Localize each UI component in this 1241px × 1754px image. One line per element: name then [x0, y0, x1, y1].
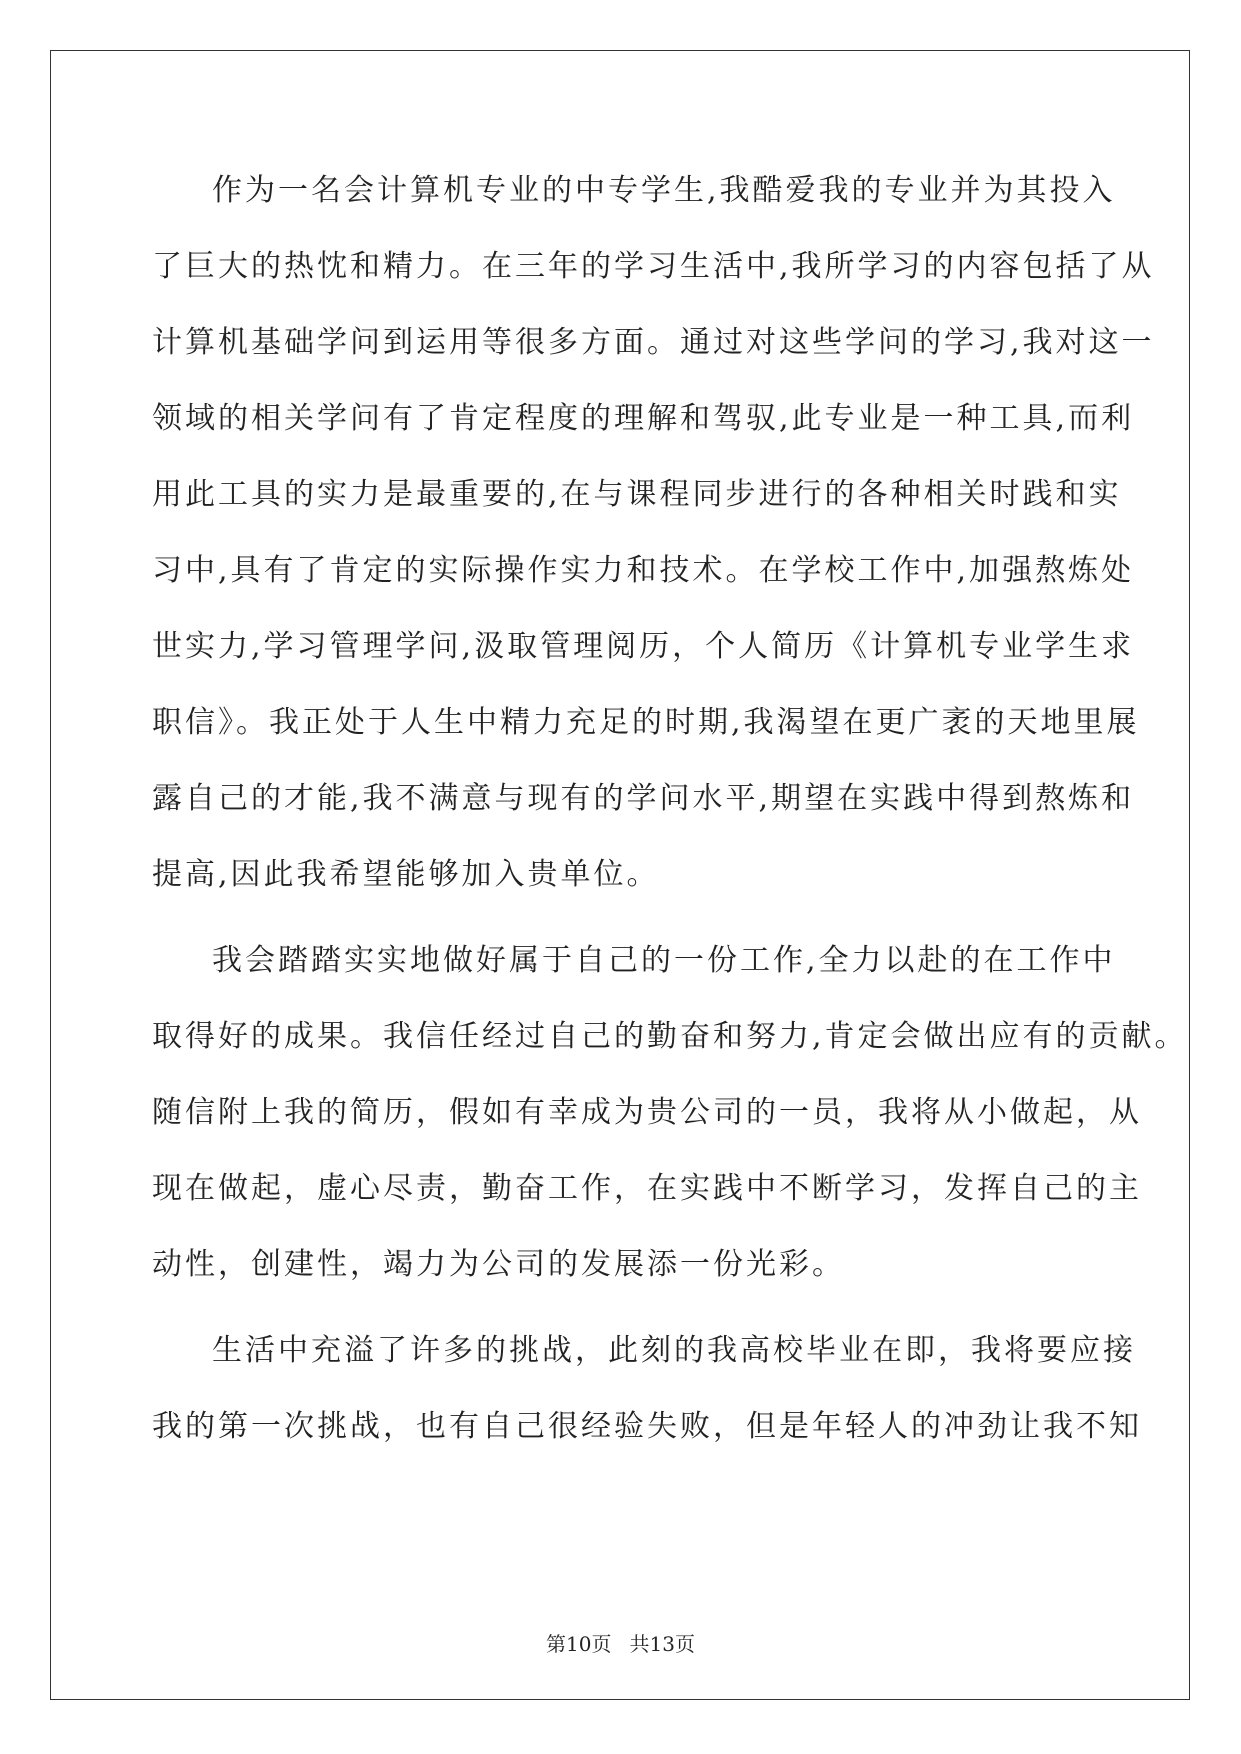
page-number: 第10页 — [546, 1632, 612, 1656]
paragraph-1-line-1: 作为一名会计算机专业的中专学生,我酷爱我的专业并为其投入 — [212, 173, 1116, 208]
paragraph-1-line-8: 职信》。我正处于人生中精力充足的时期,我渴望在更广袤的天地里展 — [152, 705, 1140, 740]
page-total: 共13页 — [629, 1632, 695, 1656]
paragraph-2-line-5: 动性，创建性，竭力为公司的发展添一份光彩。 — [152, 1247, 845, 1282]
page-footer — [0, 1630, 1241, 1658]
paragraph-2-line-1: 我会踏踏实实地做好属于自己的一份工作,全力以赴的在工作中 — [212, 943, 1116, 978]
paragraph-1-line-4: 领域的相关学问有了肯定程度的理解和驾驭,此专业是一种工具,而利 — [152, 401, 1135, 436]
document-body — [152, 163, 1188, 1475]
paragraph-1-line-6: 习中,具有了肯定的实际操作实力和技术。在学校工作中,加强熬炼处 — [152, 553, 1135, 588]
paragraph-2-line-2: 取得好的成果。我信任经过自己的勤奋和努力,肯定会做出应有的贡献。 — [152, 1019, 1188, 1054]
paragraph-1-line-10: 提高,因此我希望能够加入贵单位。 — [152, 857, 660, 892]
paragraph-2-line-3: 随信附上我的简历，假如有幸成为贵公司的一员，我将从小做起，从 — [152, 1095, 1142, 1130]
paragraph-1-line-9: 露自己的才能,我不满意与现有的学问水平,期望在实践中得到熬炼和 — [152, 781, 1135, 816]
paragraph-3-line-1: 生活中充溢了许多的挑战，此刻的我高校毕业在即，我将要应接 — [212, 1333, 1136, 1368]
paragraph-1-line-5: 用此工具的实力是最重要的,在与课程同步进行的各种相关时践和实 — [152, 477, 1122, 512]
paragraph-1-line-7: 世实力,学习管理学问,汲取管理阅历，个人简历《计算机专业学生求 — [152, 629, 1135, 664]
paragraph-2-line-4: 现在做起，虚心尽责，勤奋工作，在实践中不断学习，发挥自己的主 — [152, 1171, 1142, 1206]
paragraph-1-line-3: 计算机基础学问到运用等很多方面。通过对这些学问的学习,我对这一 — [152, 325, 1155, 360]
paragraph-3-line-2: 我的第一次挑战，也有自己很经验失败，但是年轻人的冲劲让我不知 — [152, 1409, 1142, 1444]
paragraph-1-line-2: 了巨大的热忱和精力。在三年的学习生活中,我所学习的内容包括了从 — [152, 249, 1155, 284]
